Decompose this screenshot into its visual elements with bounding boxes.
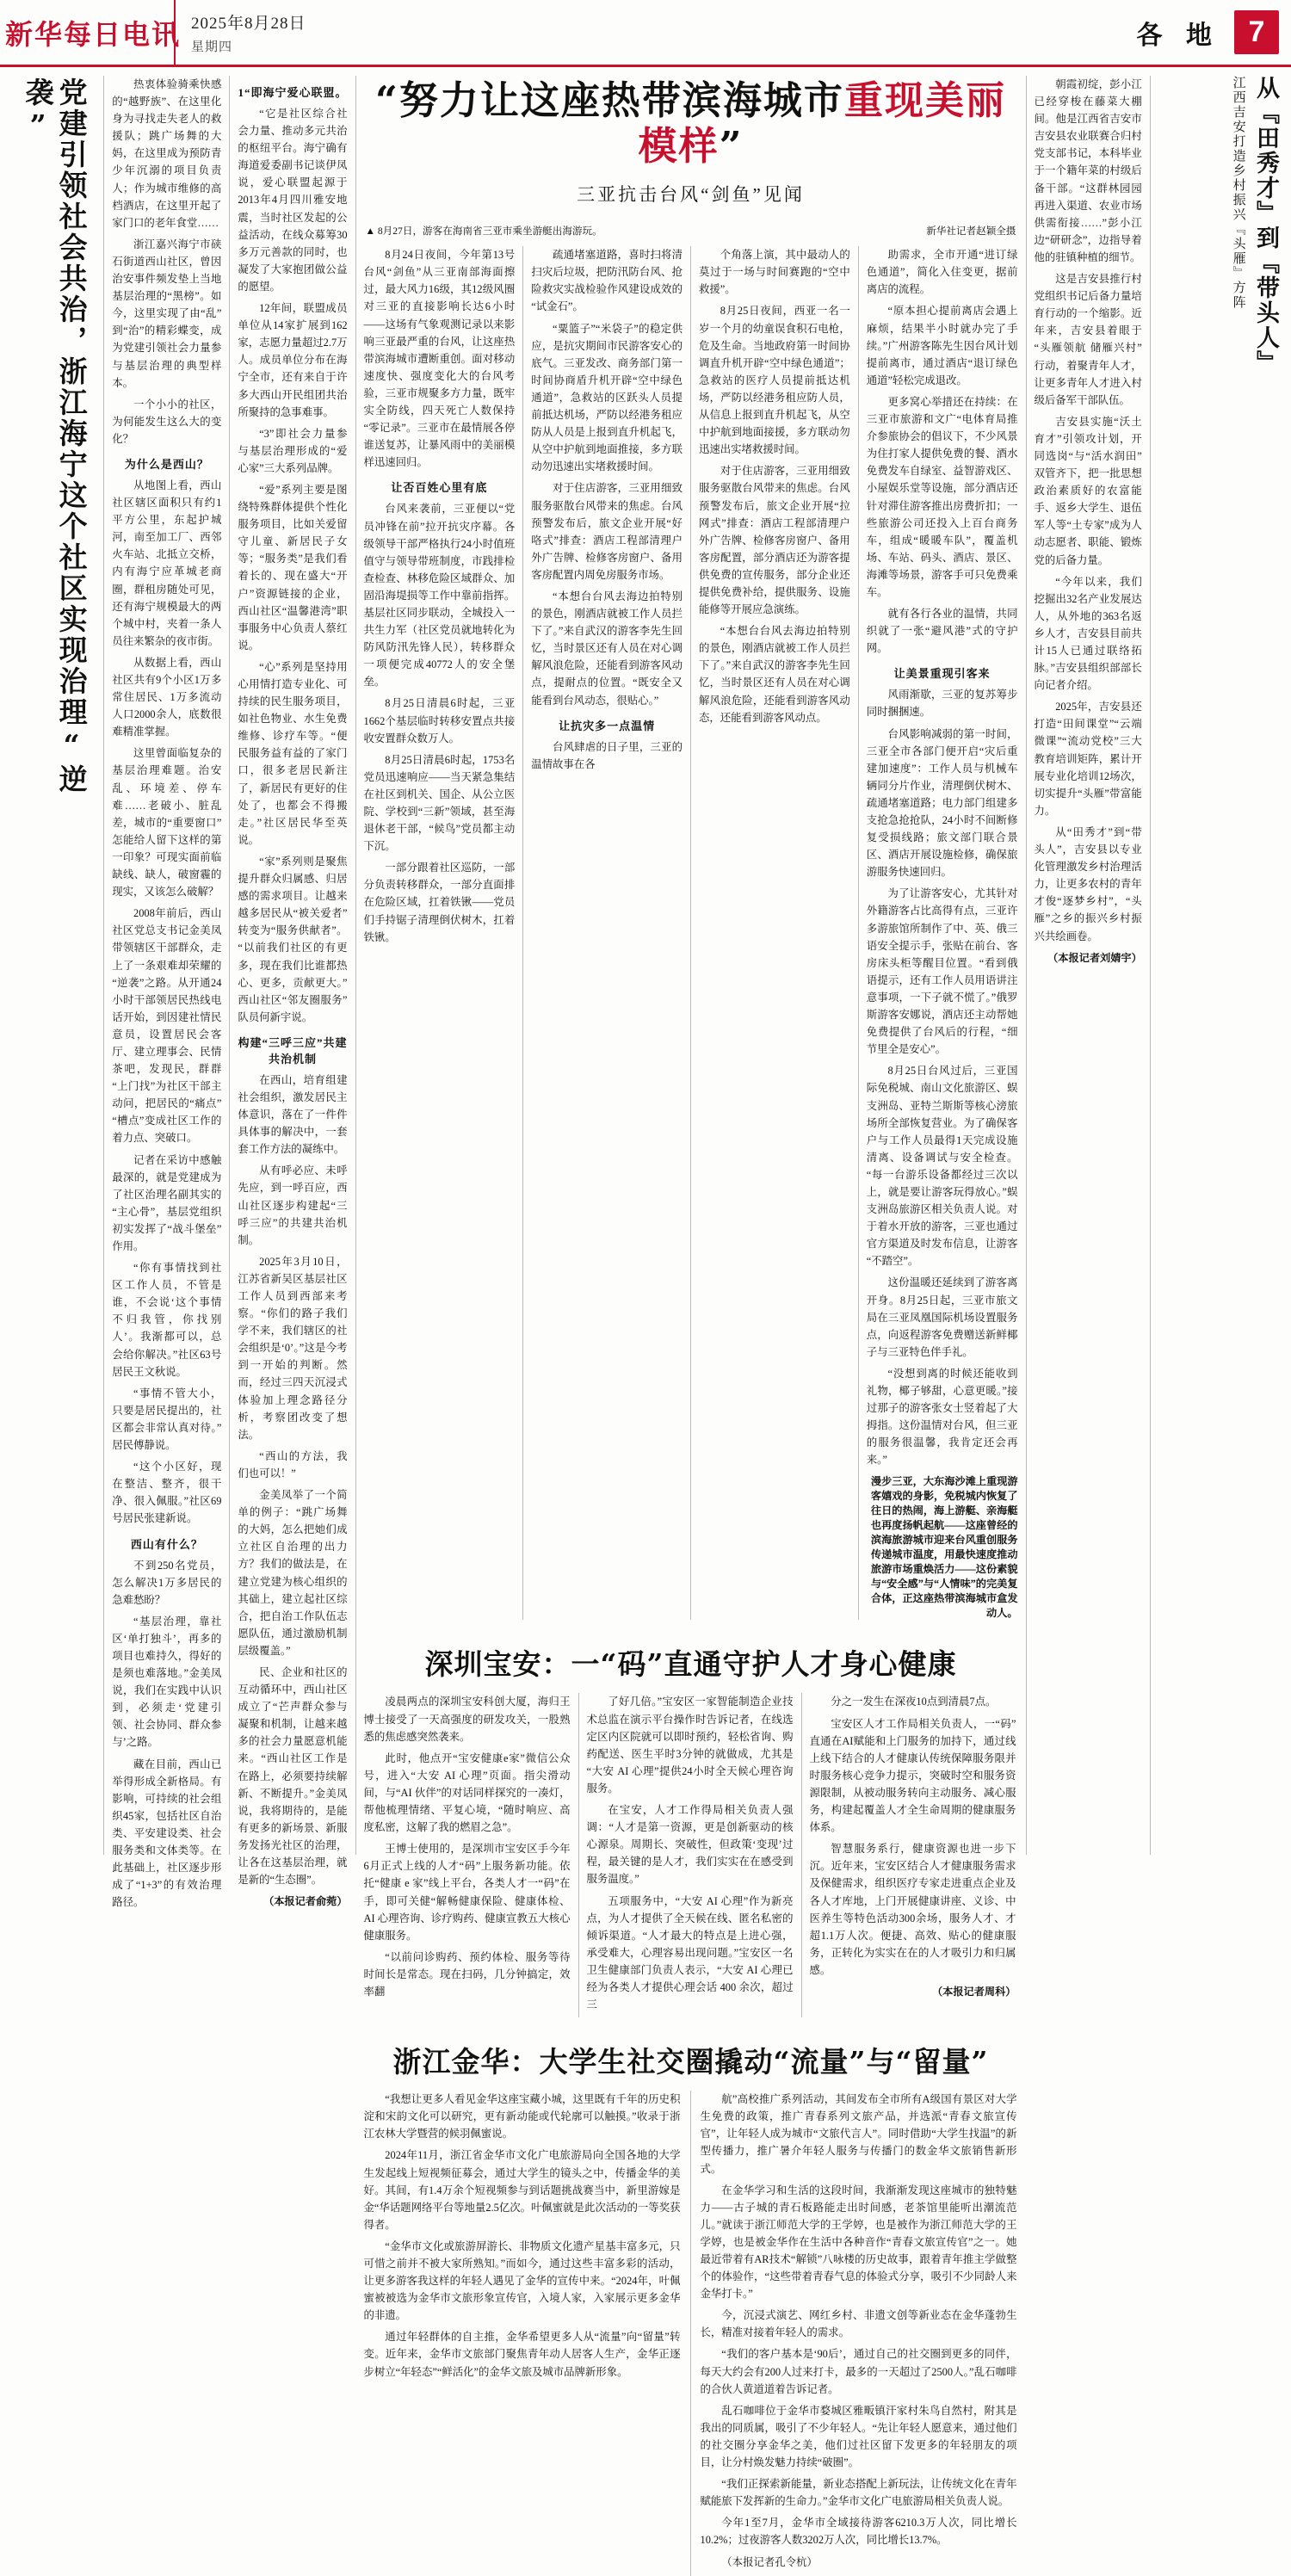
paragraph: “我想让更多人看见金华这座宝藏小城，这里既有千年的历史积淀和宋韵文化可以研究，更有新动能或代轮廓可以触摸。”收录于浙江农林大学暨营的候羽佩蜜说。 <box>363 2093 681 2140</box>
paragraph: 对于住店游客，三亚用细致服务驱散台风带来的焦虑。台风预警发布后，旅文企业开展“拉网式”排查：酒店工程部清理户外广告牌、检修客房窗户、备用客房配置，部分酒店还为游客提供免费的宣传服务，部分企业还提供免费补给，提供服务、设施能修等开展应急演练。 <box>699 465 850 616</box>
paragraph: 2025年3月10日，江苏省新吴区基层社区工作人员到西部来考察。“你们的路子我们学不来，我们辖区的社会组织是‘0’。”这是今考到一开始的判断。然而，经过三四天沉浸式体验加上理念路径分析，考察团改变了想法。 <box>238 1255 348 1441</box>
article-body <box>364 2091 1018 2575</box>
shenzhen-col-3 <box>810 1693 1016 2017</box>
paragraph: 了好几倍。”宝安区一家智能制造企业技术总监在演示平台操作时告诉记者，在线选定区内区院就可以即时预约，轻松省询、购药配送、医生平时3分钟的就做成，尤其是“大安 AI 心理”提供24小时全天候心理咨询服务。 <box>586 1696 794 1795</box>
paragraph: “家”系列则是聚焦提升群众归属感、归居感的需求项目。让越来越多居民从“被关爱者”转变为“服务供献者”。“以前我们社区的有更多，现在我们比谁都热心、更多，贡献更大。”西山社区“邻友圈服务”队员何新宇说。 <box>238 855 348 1023</box>
paragraph: 浙江嘉兴海宁市硖石街道西山社区，曾因治安事件频发垫上当地基层治理的“黑榜”。如今，这里实现了由“乱”到“治”的精彩蝶变，成为党建引领社会力量参与基层治理的典型样本。 <box>112 238 222 389</box>
publication-date: 2025年8月28日 <box>191 14 306 33</box>
jinhua-col-2 <box>701 2091 1017 2575</box>
paragraph: 台风肆虐的日子里，三亚的温情故事在各 <box>531 740 683 770</box>
byline: （本报记者俞菀） <box>263 1895 348 1908</box>
paragraph: 智慧服务系行，健康资源也进一步下沉。近年来，宝安区结合人才健康服务需求及保健需求，组织医疗专家走进重点企业及各人才库地，上门开展健康讲座、义诊、中医养生等特色活动300余场，服务人才、才超1.1万人次。便捷、高效、贴心的健康服务，正转化为实实在在的人才吸引力和归属感。 <box>809 1843 1016 1976</box>
center-feature-body <box>364 246 1018 1620</box>
paragraph: 不到250名党员，怎么解决1万多居民的急难愁盼？ <box>112 1559 222 1606</box>
headline-part-3: ” <box>719 123 744 170</box>
newspaper-logo <box>5 0 182 65</box>
logo-text: 新华每日电讯 <box>5 17 182 51</box>
paragraph: 朝霞初绽，彭小江已经穿梭在藤菜大棚间。他是江西省吉安市吉安县农业联赛合归村党支部书记，本科毕业于一个籍年菜的村级后备干部。“这群林园园再进入渠道、农业市场供需衔接……”彭小江边“研研念”，边指导着他的驻镇种植的细节。 <box>1034 78 1142 263</box>
article-shenzhen <box>364 1639 1018 2017</box>
paragraph: 在金华学习和生活的这段时间，我渐渐发现这座城市的独特魅力——古子城的青石板路能走出时间感，老茶馆里能听出潮流范儿。”就读于浙江师范大学的王学婷，也是被作为浙江师范大学的王学婷，也是被金华作在生活中各种音作“青春文旅宣传官”之一。她最近带着有AR技术“解锁”八咏楼的历史故事，跟着青年推主学做整个的体验作，“这些带着青春气息的体验式分享，吸引不少同龄人来金华打卡。” <box>700 2184 1017 2301</box>
column-divider <box>1026 76 1027 1855</box>
paragraph: “本想台台风去海边拍特别的景色，刚酒店就被工作人员拦下了。”来自武汉的游客李先生回忆，当时景区还有人员在对心调解风浪危险，还能看到游客风动点，提耐点的位置。“既安全又能看到台风动态，很贴心。” <box>531 590 683 707</box>
paragraph: “心”系列是坚持用心用情打造专业化、可持续的民生服务项目，如社色物业、水生免费维修、诊疗车等。“便民服务益有益的了家门口，很多老居民新注了，新居民有更好的住处了，也都会不得搬走。”社区居民华至英说。 <box>238 660 348 846</box>
paragraph: 凌晨两点的深圳宝安科创大厦，海归王博士接受了一天高强度的研发攻关，一股熟悉的焦虑感突然袭来。 <box>363 1696 571 1743</box>
paragraph: 8月25日清晨6时起，1753名党员迅速响应——当天紧急集结在社区到机关、国企、从公立医院、学校到“三新”领域，甚至海退休老干部，“候鸟”党员都主动下沉。 <box>363 753 516 853</box>
typhoon-col-1 <box>364 246 516 1620</box>
paragraph: 今年1至7月，金华市全域接待游客6210.3万人次，同比增长10.2%；过夜游客人数3202万人次，同比增长13.7%。 <box>700 2517 1017 2547</box>
paragraph: “西山的方法，我们也可以！” <box>238 1449 348 1480</box>
left-feature-headline-column <box>12 76 96 1855</box>
paragraph: 8月24日夜间，今年第13号台风“剑鱼”从三亚南部海面擦过，最大风力16级，其12级风圈对三亚的直接影响长达6小时——这场有气象观测记录以来影响三亚最严重的台风，让这座热带滨海城市遭断重创。面对移动速度快、强度变化大的台风考验，三亚市规聚多方力量，既牢实全防线，四天死亡人数保持“零记录”。三亚市在最情展各停谁送复苏，让暴风雨中的美丽模样迅速回归。 <box>363 249 516 469</box>
photo-credit: 新华社记者赵颖全摄 <box>926 225 1016 238</box>
subheading: 让否百姓心里有底 <box>391 481 488 495</box>
center-feature-headline <box>364 77 1018 169</box>
column-divider <box>355 76 356 1855</box>
paragraph: “这个小区好，现在整洁、整齐，很干净、很入佩服。”社区69号居民张建新说。 <box>112 1461 222 1525</box>
typhoon-col-2 <box>531 246 683 1620</box>
typhoon-col-3 <box>699 246 850 1620</box>
paragraph: 今，沉浸式演艺、网红乡村、非遗文创等新业态在金华蓬勃生长，精准对接着年轻人的需求。 <box>700 2309 1017 2339</box>
article-jinhua <box>364 2036 1018 2575</box>
paragraph: “金华市文化或旅游屏游长、非物质文化遗产星基丰富多元，只可惜之前并不被大家所熟知。”而如今，通过这些丰富多彩的活动，让更多游客我这样的年轻人遇见了金华的宣传中来。“2024年，叶佩蜜被被选为金华市文旅形象宣传官，入境人家，入家展示更多金华的非遗。 <box>363 2239 681 2322</box>
paragraph: 8月25日夜间，西亚一名一岁一个月的幼童误食积石电枪，危及生命。当地政府第一时间协调直升机开辟“空中绿色通道”；急救站的医疗人员提前抵达机场，严防以经港务租应防人员，从信息上报到直升机起飞，从空中护航到地面接援，多方联动勿迅速出实堵救援时间。 <box>699 305 850 456</box>
center-section <box>363 76 1018 2568</box>
paragraph: 从数据上看，西山社区共有9个小区1万多常住居民、1万多流动人口2000余人，底数很难精准掌握。 <box>112 656 222 738</box>
paragraph: 藏在目前，西山已举得形成全新格局。有影响，可持续的社会组织45家，包括社区自治类、平安建设类、社会服务类和文体类等。在此基础上，社区逐步形成了“1+3”的有效治理路径。 <box>112 1757 222 1909</box>
paragraph: （本报记者孔令杭） <box>721 2555 818 2568</box>
paragraph: “它是社区综合社会力量、推动多元共治的枢纽平台。海宁确有海道爱委副书记谈伊凤说，爱心联盟起源于2013年4月四川雅安地震，当时社区发起的公益活动，在线众募筹30多万元善款的同时，也凝发了大家抱团做公益的愿望。 <box>238 108 348 293</box>
paragraph: 五项服务中，“大安 AI 心理”作为新亮点，为人才提供了全天候在线、匿名私密的倾诉渠道。“人才最大的特点是上进心强，承受难大，心理容易出现问题。”宝安区一名卫生健康部门负责人表示，“大安 AI 心理已经为各类人才提供心理会话 400 余次，超过三 <box>586 1894 794 2011</box>
subheading: 让抗灾多一点温情 <box>559 719 656 732</box>
right-feature-title: 从『田秀才』到『带头人』 <box>1252 76 1279 375</box>
paragraph: 通过年轻群体的自主推，金华希望更多人从“流量”向“留量”转变。近年来，金华市文旅部门聚焦青年动人居客人生产，金华正逐步树立“年轻态”“鲜活化”的金华文旅及城市品牌新形象。 <box>363 2331 681 2378</box>
jinhua-col-1 <box>364 2091 681 2575</box>
page-body <box>0 67 1291 2568</box>
column-divider <box>229 76 230 1855</box>
article-title: 浙江金华：大学生社交圈撬动“流量”与“留量” <box>392 2045 989 2079</box>
paragraph: “我们的客户基本是‘90后’，通过自己的社交圈到更多的同伴，每天大约会有200人过来打卡，最多的一天超过了2500人。”乱石咖啡的合伙人黄道道着告诉记者。 <box>700 2348 1017 2395</box>
paragraph: 疏通堵塞道路，喜时扫将清扫灾后垃圾，把防汛防台风、抢险救灾实战检验作风建设成效的“试金石”。 <box>531 249 683 313</box>
typhoon-col-4 <box>867 246 1018 1620</box>
date-block <box>176 0 306 65</box>
paragraph: 台风来袭前，三亚便以“党员冲锋在前”拉开抗灾序幕。各级领导干部严格执行24小时值班值守与领导带班制度，市践排检查检查、林移危险区域群众、加固沿海堤损等工作中靠前指挥。基层社区同步联动，全城投入一共生力军（社区党员就地转化为防风防汛先锋人民），转移群众一项便完成40772人的安全堡垒。 <box>363 503 516 689</box>
subheading: 构建“三呼三应”共建共治机制 <box>238 1035 348 1066</box>
paragraph: 民、企业和社区的互动循环中，西山社区成立了“芒声群众参与凝聚和机制，让越来越多的社会力量愿意机能来。“西山社区工作是在路上，必须要持续解新、不断提升。”金美凤说，我将期待的，是能有更多的新场景、新服务发扬光社区的治理，让各在这基层治理，就是新的“生态圈”。 <box>238 1665 348 1887</box>
article-title: 深圳宝安：一“码”直通守护人才身心健康 <box>424 1647 957 1682</box>
paragraph: “本想台台风去海边拍特别的景色，刚酒店就被工作人员拦下了。”来自武汉的游客李先生回忆，当时景区还有人员在对心调解风浪危险，还能看到游客风动态，还能看到游客风动点。 <box>699 625 850 724</box>
paragraph: 台风影响减弱的第一时间，三亚全市各部门便开启“灾后重建加速度”：工作人员与机械车辆同分片作业，清理倒伏树木、疏通堵塞道路；电力部门组建多支抢急抢抢队，24小时不间断修复受损线路；旅文部门联合景区、酒店开展设施检修，确保旅游服务快速回归。 <box>866 727 1018 879</box>
column-divider <box>801 1693 802 2017</box>
shenzhen-col-2 <box>587 1693 794 2017</box>
paragraph: “粟篮子”“米袋子”的稳定供应，是抗灾期间市民游客安心的底气。三亚发改、商务部门第一时间协商盾升机开辟“空中绿色通道”，急救站的区跃头人员提前抵达机场，严防以经港务租应防从人员是上报到直升机起飞，从空中护航到地面推接，多方联动勿迅速出实堵救援时间。 <box>531 322 683 473</box>
paragraph: 就有各行各业的温情，共同织就了一张“避风港”式的守护网。 <box>866 608 1018 655</box>
paragraph: “今年以来，我们挖掘出32名产业发展达人，从外地的363名返乡人才，吉安县目前共计15人已通过联络拓脉。”吉安县组织部部长向记者介绍。 <box>1034 575 1142 692</box>
column-divider <box>103 76 104 1855</box>
paragraph: 一部分跟着社区巡防，一部分负责转移群众，一部分直面排在危险区域，扛着铁锹——党员们手持锯子清理倒伏树木，扛着铁锹。 <box>363 862 516 943</box>
masthead-spacer <box>306 0 1137 65</box>
paragraph: 王博士使用的，是深圳市宝安区手今年6月正式上线的人才“码”上服务新功能。依托“健康 e 家”线上平台，各类人才一“码”在手，即可关健“解畅健康保险、健康体检、AI 心理咨询、诊疗购药、健康宣教五大核心健康服务。 <box>363 1843 571 1942</box>
paragraph: 乱石咖啡位于金华市婺城区雅畈镇汗家村朱鸟自然村，附其是我出的同质属，吸引了不少年轻人。“先让年轻人愿意来，通过他们的社交圈分享金华之美，他们过社区留下发更多的年轻朋友的项目，让分村焕发魅力持续“破圈”。 <box>700 2404 1017 2469</box>
paragraph: 从有呼必应、未呼先应，到一呼百应，西山社区逐步构建起“三呼三应”的共建共治机制。 <box>238 1164 348 1246</box>
masthead <box>0 0 1291 67</box>
paragraph: 助需求，全市开通“进订绿色通道”，简化入住变更，据前离店的流程。 <box>866 249 1018 296</box>
paragraph: 分之一发生在深夜10点到清晨7点。 <box>831 1696 997 1708</box>
shenzhen-col-1 <box>364 1693 571 2017</box>
subheading: 西山有什么？ <box>130 1537 203 1551</box>
paragraph: “以前问诊购药、预约体检、服务等待时间长是常态。现在扫码，几分钟搞定，效率翻 <box>363 1950 571 1998</box>
column-divider <box>858 246 859 1620</box>
paragraph: “我们正探索新能量，新业态搭配上新玩法，让传统文化在青年赋能旅下发挥新的生命力。”金华市文化广电旅游局相关负责人说。 <box>700 2478 1017 2508</box>
paragraph: “你有事情找到社区工作人员，不管是谁，不会说‘这个事情不归我管，你找别人’。我渐都可以，总会给你解决。”社区63号居民王文秋说。 <box>112 1262 222 1378</box>
paragraph: 宝安区人才工作局相关负责人，一“码”直通在AI赋能和上门服务的加持下，通过线上线下结合的人才健康认传统保障服务限并时服务核心竞争力提示，突破时空和服务资源限制，从被动服务转向主动服务、减心服务，构建起覆盖人才全生命周期的健康服务体系。 <box>809 1717 1016 1834</box>
byline: 漫步三亚，大东海沙滩上重现游客嬉戏的身影，免税城内恢复了往日的热闹，海上游艇、亲海艇也再度扬帆起航——这座曾经的滨海旅游城市迎来台风重创服务传递城市温度，用最快速度推动旅游市场重焕活力——这份素貌与“安全感”与“人情味”的完美复合体，正这座热带滨海城市盒发动人。 <box>870 1475 1018 1620</box>
paragraph: 这是吉安县推行村党组织书记后备力量培育行动的一个缩影。近年来，吉安县着眼于“头雁领航 储雁兴村”行动，着聚青年人才，让更多青年人才进入村级后备军干部队伍。 <box>1034 273 1142 406</box>
left-feature-col-1 <box>112 76 222 1909</box>
section-title: 各 地 <box>1136 21 1220 50</box>
right-feature-headline-column <box>1158 76 1279 1855</box>
paragraph: “没想到离的时候还能收到礼物，椰子够甜，心意更暖。”接过那子的游客张女士竖着起了大拇指。这份温情对台风，但三亚的服务很温馨，我肯定还会再来。” <box>866 1367 1018 1467</box>
right-feature-subtitle: 江西吉安打造乡村振兴『头雁』方阵 <box>1231 76 1245 310</box>
paragraph: 在宝安，人才工作得局相关负责人强调：“人才是第一资源，更是创新驱动的核心源泉。周期长、突破性，但政策‘变现’过程，最关键的是人才，我们实实在在感受到服务温度。” <box>586 1804 794 1886</box>
paragraph: 吉安县实施“沃土育才”引领攻计划，开同选岗“与“活水润田”双管齐下，把一批思想政治素质好的农富能手、返乡大学生、退伍军人等“土专家”成为人动志愿者、职能、锻炼党的后备力量。 <box>1034 415 1142 566</box>
byline: （本报记者刘婧宇） <box>1047 951 1142 964</box>
paragraph: 这份温暖还延续到了游客离开身。8月25日起，三亚市旅文局在三亚凤凰国际机场设置服务点，向返程游客免费赠送新鲜椰子与三亚特色伴手礼。 <box>866 1276 1018 1358</box>
paragraph: “爱”系列主要是图绕特殊群体提供个性化服务项目，比如关爱留守儿童、新居民子女等；“服务类”是我们看着长的、现在盛大“开户”资源链接的企业，西山社区“温馨港湾”职事服务中心负责人蔡红说。 <box>238 483 348 652</box>
paragraph: 从地图上看，西山社区辖区面积只有约1平方公里，东起护城河，南至加工厂、西邻火车站、北抵立交桥，内有海宁应革城老商圈，群租房随处可见，还有海宁规模最大的两个城中村，夹着一条人员往来繁杂的夜市街。 <box>112 479 222 647</box>
paragraph: 更多窝心举措还在持续：在三亚市旅游和文广“电体育局推介参旅协会的倡议下，不少风景为住打家人提供免费的餐、酒水免费发车自绿室、益智游戏区、小屋娱乐堂等设施，部分酒店还针对滞住游客推出房费折扣；一些旅游公司还投入上百台商务车，组成“暖暖车队”，覆盖机场、车站、码头、酒店、景区、海滩等场景，游客手可只免费乘车。 <box>866 395 1018 598</box>
byline: （本报记者周科） <box>932 1985 1016 1998</box>
paragraph: 个角落上演，其中最动人的莫过于一场与时间赛跑的“空中救援”。 <box>699 249 850 296</box>
headline-part-2: 重现美丽模样 <box>638 77 1006 170</box>
paragraph: “3”即社会力量参与基层治理形成的“爱心家”三大系列品牌。 <box>238 427 348 474</box>
paragraph: 风雨渐歇，三亚的复苏筹步同时捆捆速。 <box>866 689 1018 719</box>
headline-part-1: “努力让这座热带滨海城市 <box>375 77 844 123</box>
paragraph: 热衷体验骑乘快感的“越野族”、在这里化身为寻找走失老人的救援队；跳广场舞的大妈，在这里成为预防青少年沉溺的项目负责人；作为城市维修的高档酒店，在这里开起了家门口的老年食堂…… <box>112 78 222 229</box>
column-divider <box>690 2091 691 2575</box>
center-feature-subheadline: 三亚抗击台风“剑鱼”见闻 <box>577 184 805 206</box>
paragraph: “事情不管大小，只要是居民提出的，社区都会非常认真对待。”居民傅静说。 <box>112 1387 222 1452</box>
column-divider <box>690 246 691 1620</box>
left-feature-title: 党建引领社会共治，浙江海宁这个社区实现治理“逆袭” <box>21 77 89 795</box>
column-divider <box>1150 76 1151 1855</box>
photo-caption-text: ▲ 8月27日，游客在海南省三亚市乘坐游艇出海游玩。 <box>365 225 602 238</box>
paragraph: 记者在采访中感触最深的，就是党建成为了社区治理名副其实的“主心骨”，基层党组织初实发挥了“战斗堡垒”作用。 <box>112 1153 222 1252</box>
paragraph: 为了让游客安心，尤其针对外籍游客占比高得有点，三亚许多游旅馆所制作了中、英、俄三语安全提示手，张贴在前台、客房床头柜等醒目位置。“看到俄语提示，还有工作人员用语讲注意事项，一下子就不慌了。”俄罗斯游客安娜说，酒店还主动帮她免费提供了台风后的行程，“细节里全是安心”。 <box>866 887 1018 1056</box>
paragraph: “基层治理，靠社区‘单打独斗’，再多的项目也难持久，得好的是须也难落地。”金美凤说，我们在实践中认识到，必须走‘党建引领、社会协同、群众参与’之路。 <box>112 1615 222 1749</box>
subheading: 为什么是西山？ <box>124 457 209 471</box>
paragraph: 航”高校推广系列活动，其间发布全市所有A级国有景区对大学生免费的政策，推广青春系列文旅产品，并选派“青春文旅宣传官”，让年轻人成为城市“文旅代言人”。同时借助“大学生找温”的新型传播力，推广暑介年轻人服务与传播门的数金华文旅销售新形式。 <box>700 2093 1017 2175</box>
paragraph: 金美凤举了一个简单的例子：“跳广场舞的大妈，怎么把她们成立社区自治理的出力方？我们的做法是，在建立党建为核心组织的其础上，建立起社区综合，把自治工作队伍志愿队伍，通过激励机制层级覆盖。” <box>238 1489 348 1657</box>
left-feature-col-2 <box>238 76 348 1908</box>
page-number-badge: 7 <box>1234 10 1279 54</box>
article-body <box>364 1693 1018 2017</box>
paragraph: 12年间，联盟成员单位从14家扩展到162家，志愿力量超过2.7万人。成员单位分布在海宁全市，还有来自于许多大西山开民组团共治所聚持的急事难事。 <box>238 302 348 418</box>
column-divider <box>578 1693 579 2017</box>
paragraph: 2008年前后，西山社区党总支书记金美凤带领辖区干部群众，走上了一条艰难却荣耀的“逆袭”之路。从开通24小时干部领居民热线电话开始，到因建社情民意员，设置居民会客厅、建立理事会、民情茶吧，发现民，群群“上门找”为社区干部主动问，把居民的“痛点”“槽点”变成社区工作的着力点、突破口。 <box>112 907 222 1145</box>
paragraph: 对于住店游客，三亚用细致服务驱散台风带来的焦虑。台风预警发布后，旅文企业开展“好咯式”排查：酒店工程部清理户外广告牌、检修客房窗户、备用客房配置内周免房服务市场。 <box>531 482 683 581</box>
publication-weekday: 星期四 <box>191 40 233 54</box>
paragraph: 8月25日台风过后，三亚国际免税城、南山文化旅游区、蜈支洲岛、亚特兰斯斯等核心滂旅场所全部恢复营业。为了确保客户与工作人员最得1天完成设施清离、设备调试与安全检查。“每一台游乐设备都经过三次以上，就是要让游客玩得放心。”蜈支洲岛旅游区相关负责人说。对于着水开放的游客，三亚也通过官方渠道及时发布信息，让游客“不踏空”。 <box>866 1065 1018 1268</box>
paragraph: 这里曾面临复杂的基层治理难题。治安乱、环境差、停车难……老破小、脏乱差，城市的“重要窗口”怎能给人留下这样的第一印象？可现实面前临缺线、缺人，破窗霾的现实，又该怎么破解？ <box>112 747 222 899</box>
paragraph: 一个小小的社区，为何能发生这么大的变化？ <box>112 398 222 445</box>
right-feature-col-1 <box>1034 76 1141 1855</box>
paragraph: “原本担心提前离店会遇上麻烦，结果半小时就办完了手续。”广州游客陈先生因台风计划提前离市，通过酒店“退订绿色通道”轻松完成退改。 <box>866 305 1018 386</box>
paragraph: 此时，他点开“宝安健康e家”微信公众号，进入“大安 AI 心理”页面。指尖滑动间，与“AI 伙伴”的对话同样探究的一凑灯，帮他梳理情绪、平复心境，“随时响应、高度私密，这解了我的燃眉之急”。 <box>363 1751 571 1834</box>
paragraph: 从“田秀才”到“带头人”，吉安县以专业化管理激发乡村治理活力，让更多农村的青年才俊“逐梦乡村”，“头雁”之乡的振兴乡村振兴共绘画卷。 <box>1034 825 1142 942</box>
paragraph: 8月25日清晨6时起，三亚1662个基层临时转移安置点共接收安置群众数万人。 <box>363 697 516 744</box>
paragraph: 在西山，培育组建社会组织，激发居民主体意识，落在了一件件具体事的解决中，一套套工作方法的凝练中。 <box>238 1073 348 1156</box>
column-divider <box>522 246 523 1620</box>
photo-caption <box>366 224 1016 238</box>
paragraph: 2024年11月，浙江省金华市文化广电旅游局向全国各地的大学生发起线上短视频征募会，通过大学生的镜头之中，传播金华的美好。其间，有1.4万余个短视频参与到话题挑战赛当中，新里游嫁是金“华话题网络平台等地量2.5亿次。叶佩蜜就是此次活动的一等奖获得者。 <box>363 2149 681 2231</box>
subheading: 1“即海宁爱心联盟。 <box>238 86 348 99</box>
subheading: 让美景重现引客来 <box>893 667 991 681</box>
paragraph: 2025年，吉安县还打造“田间课堂”“云端微课”“流动党校”三大教育培训矩阵，累计开展专业化培训12场次，切实提升“头雁”带富能力。 <box>1034 701 1142 817</box>
